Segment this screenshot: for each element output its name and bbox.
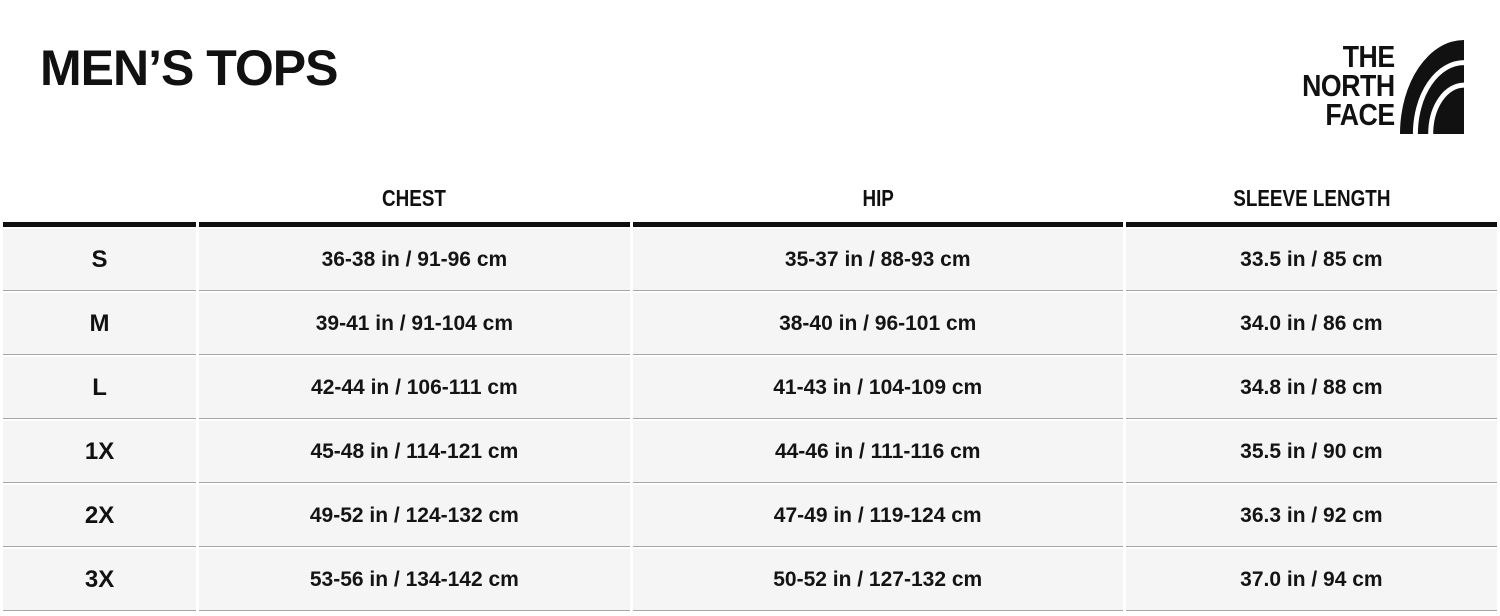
sleeve-cell: 35.5 in / 90 cm <box>1126 421 1497 483</box>
column-header-size <box>3 162 196 227</box>
hip-cell: 47-49 in / 119-124 cm <box>633 485 1123 547</box>
chest-cell: 39-41 in / 91-104 cm <box>199 293 630 355</box>
table-row <box>3 549 1497 611</box>
table-row <box>3 357 1497 419</box>
size-cell: L <box>3 357 196 419</box>
size-cell: M <box>3 293 196 355</box>
table-row <box>3 485 1497 547</box>
size-cell: 2X <box>3 485 196 547</box>
sleeve-cell: 34.0 in / 86 cm <box>1126 293 1497 355</box>
chest-cell: 42-44 in / 106-111 cm <box>199 357 630 419</box>
table-row <box>3 421 1497 483</box>
chest-cell: 53-56 in / 134-142 cm <box>199 549 630 611</box>
size-cell: 3X <box>3 549 196 611</box>
tnf-logo-line-the: THE <box>1342 39 1395 74</box>
tnf-logo-line-face: FACE <box>1325 97 1395 132</box>
chest-cell: 45-48 in / 114-121 cm <box>199 421 630 483</box>
sleeve-cell: 34.8 in / 88 cm <box>1126 357 1497 419</box>
column-header-sleeve-length: SLEEVE LENGTH <box>1126 162 1497 227</box>
tnf-half-dome-icon <box>1400 40 1464 134</box>
chest-cell: 36-38 in / 91-96 cm <box>199 229 630 291</box>
size-cell: S <box>3 229 196 291</box>
tnf-logo-line-north: NORTH <box>1302 68 1395 103</box>
hip-cell: 44-46 in / 111-116 cm <box>633 421 1123 483</box>
table-row <box>3 229 1497 291</box>
page-title: MEN’S TOPS <box>40 40 338 96</box>
hip-cell: 41-43 in / 104-109 cm <box>633 357 1123 419</box>
hip-cell: 38-40 in / 96-101 cm <box>633 293 1123 355</box>
header-row <box>3 162 1497 227</box>
hip-cell: 50-52 in / 127-132 cm <box>633 549 1123 611</box>
hip-cell: 35-37 in / 88-93 cm <box>633 229 1123 291</box>
sleeve-cell: 33.5 in / 85 cm <box>1126 229 1497 291</box>
sleeve-cell: 36.3 in / 92 cm <box>1126 485 1497 547</box>
size-cell: 1X <box>3 421 196 483</box>
size-chart-table <box>0 160 1500 613</box>
column-header-hip: HIP <box>633 162 1123 227</box>
sleeve-cell: 37.0 in / 94 cm <box>1126 549 1497 611</box>
table-row <box>3 293 1497 355</box>
tnf-logo-text <box>1302 39 1395 132</box>
chest-cell: 49-52 in / 124-132 cm <box>199 485 630 547</box>
tnf-logo <box>1287 40 1464 134</box>
column-header-chest: CHEST <box>199 162 630 227</box>
